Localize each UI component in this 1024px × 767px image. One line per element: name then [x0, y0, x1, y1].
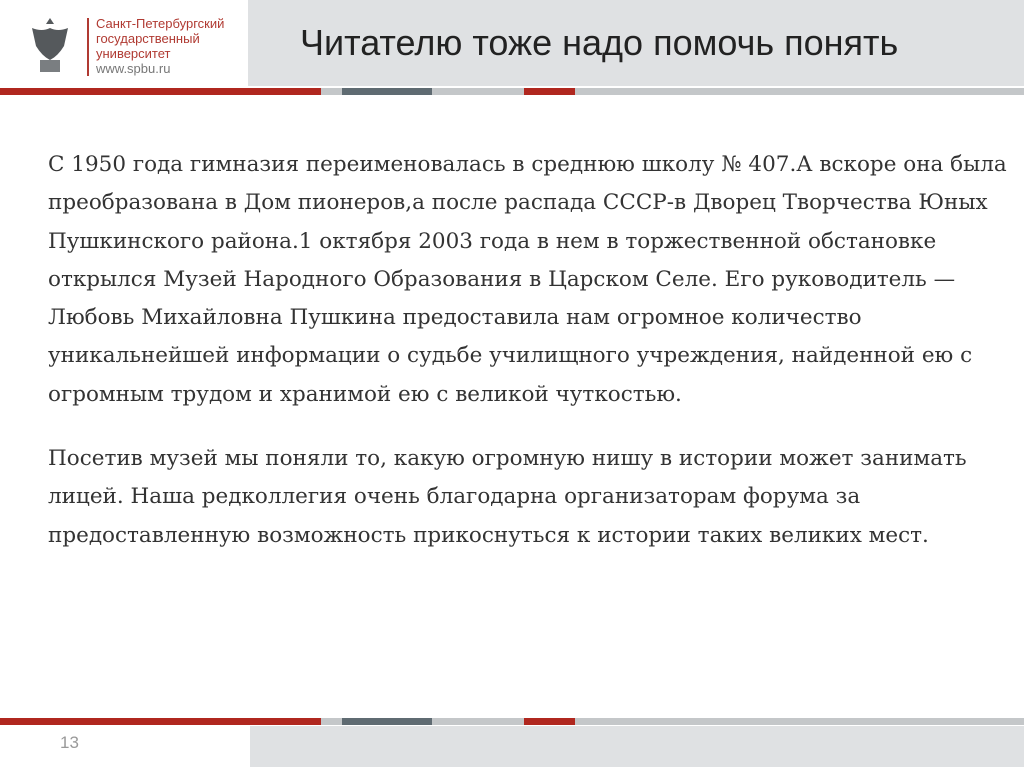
paragraph: С 1950 года гимназия переименовалась в среднюю школу № 407.А вскоре она была преобразована в Дом пионеров,а после распада СССР-в Дворец Творчества Юных Пушкинского района.1 октября 2003 года в нем в торжественной обстановке открылся Музей Народного Образования в Царском Селе. Его руководитель — Любовь Михайловна Пушкина предоставила нам огромное количество уникальнейшей информации о судьбе училищного учреждения, найденной ею с огромным трудом и хранимой ею с великой чуткостью. — [48, 152, 1007, 407]
slide-body — [48, 146, 1008, 581]
logo-divider — [87, 18, 89, 76]
uni-line: университет — [96, 46, 171, 61]
paragraph: Посетив музей мы поняли то, какую огромную нишу в истории может занимать лицей. Наша редколлегия очень благодарна организаторам форума за предоставленную возможность прикоснуться к истории таких великих мест. — [48, 446, 967, 548]
footer-background — [250, 726, 1024, 767]
slide-title: Читателю тоже надо помочь понять — [300, 22, 899, 63]
bottom-stripe — [0, 718, 1024, 725]
uni-line: государственный — [96, 31, 200, 46]
page-number: 13 — [60, 733, 79, 752]
coat-of-arms-logo — [24, 14, 76, 76]
uni-url: www.spbu.ru — [96, 61, 171, 76]
uni-line: Санкт-Петербургский — [96, 16, 225, 31]
university-name — [96, 16, 224, 76]
top-stripe — [0, 88, 1024, 95]
